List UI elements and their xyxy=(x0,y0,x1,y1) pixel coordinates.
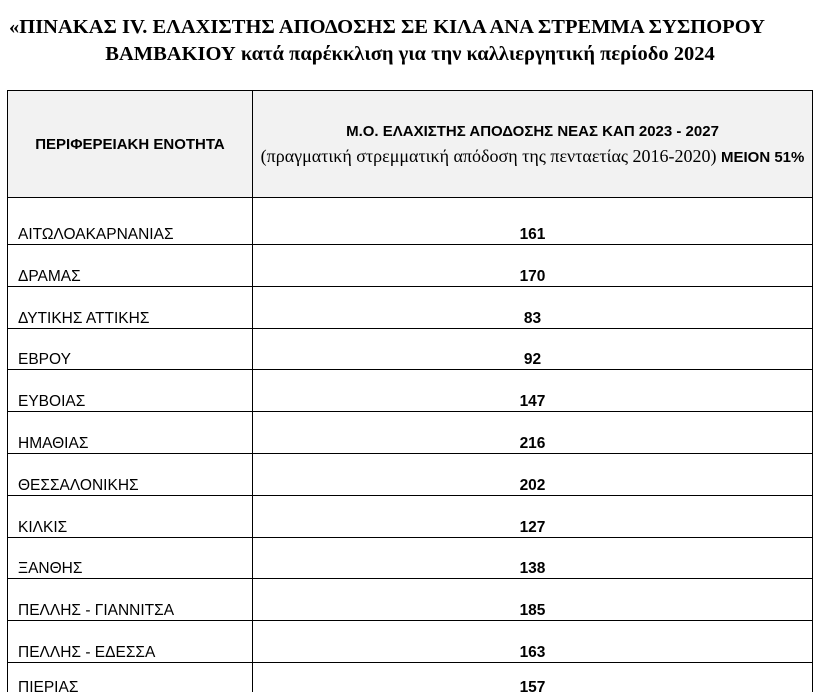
table-row xyxy=(8,579,813,621)
yield-value-cell: 202 xyxy=(253,453,813,495)
yield-value-cell: 83 xyxy=(253,286,813,328)
table-row xyxy=(8,537,813,579)
header-region: ΠΕΡΙΦΕΡΕΙΑΚΗ ΕΝΟΤΗΤΑ xyxy=(8,91,253,198)
yield-value-cell: 216 xyxy=(253,412,813,454)
yield-value-cell: 127 xyxy=(253,495,813,537)
yield-value-cell: 163 xyxy=(253,621,813,663)
table-row xyxy=(8,286,813,328)
region-cell: ΠΕΛΛΗΣ - ΓΙΑΝΝΙΤΣΑ xyxy=(8,579,253,621)
table-row xyxy=(8,328,813,370)
table-row xyxy=(8,370,813,412)
region-cell: ΑΙΤΩΛΟΑΚΑΡΝΑΝΙΑΣ xyxy=(8,198,253,245)
region-cell: ΞΑΝΘΗΣ xyxy=(8,537,253,579)
table-row xyxy=(8,453,813,495)
region-cell: ΚΙΛΚΙΣ xyxy=(8,495,253,537)
table-row xyxy=(8,412,813,454)
yield-value-cell: 185 xyxy=(253,579,813,621)
region-cell: ΘΕΣΣΑΛΟΝΙΚΗΣ xyxy=(8,453,253,495)
region-cell: ΕΒΡΟΥ xyxy=(8,328,253,370)
region-cell: ΗΜΑΘΙΑΣ xyxy=(8,412,253,454)
region-cell: ΕΥΒΟΙΑΣ xyxy=(8,370,253,412)
table-row xyxy=(8,245,813,287)
table-row xyxy=(8,495,813,537)
yield-value-cell: 170 xyxy=(253,245,813,287)
document-title xyxy=(0,14,820,68)
yield-value-cell: 157 xyxy=(253,662,813,692)
title-line-2: ΒΑΜΒΑΚΙΟΥ κατά παρέκκλιση για την καλλιεργητική περίοδο 2024 xyxy=(105,43,715,65)
region-cell: ΠΕΛΛΗΣ - ΕΔΕΣΣΑ xyxy=(8,621,253,663)
header-yield xyxy=(253,91,813,198)
region-cell: ΠΙΕΡΙΑΣ xyxy=(8,662,253,692)
yield-value-cell: 161 xyxy=(253,198,813,245)
region-cell: ΔΡΑΜΑΣ xyxy=(8,245,253,287)
header-yield-sub: (πραγματική στρεμματική απόδοση της πενταετίας 2016-2020) xyxy=(260,145,717,166)
table-row xyxy=(8,662,813,692)
title-line-1: «ΠΙΝΑΚΑΣ IV. ΕΛΑΧΙΣΤΗΣ ΑΠΟΔΟΣΗΣ ΣΕ ΚΙΛΑ ΑΝΑ ΣΤΡΕΜΜΑ ΣΥΣΠΟΡΟΥ xyxy=(9,16,765,38)
header-yield-main: Μ.Ο. ΕΛΑΧΙΣΤΗΣ ΑΠΟΔΟΣΗΣ ΝΕΑΣ ΚΑΠ 2023 - 2027 xyxy=(346,122,719,140)
table-row xyxy=(8,198,813,245)
table-header-row xyxy=(8,91,813,198)
region-cell: ΔΥΤΙΚΗΣ ΑΤΤΙΚΗΣ xyxy=(8,286,253,328)
yield-value-cell: 92 xyxy=(253,328,813,370)
yield-table xyxy=(7,90,813,692)
table-body xyxy=(8,198,813,692)
yield-value-cell: 147 xyxy=(253,370,813,412)
table-row xyxy=(8,621,813,663)
yield-value-cell: 138 xyxy=(253,537,813,579)
header-yield-minus: ΜΕΙΟΝ 51% xyxy=(720,148,805,166)
